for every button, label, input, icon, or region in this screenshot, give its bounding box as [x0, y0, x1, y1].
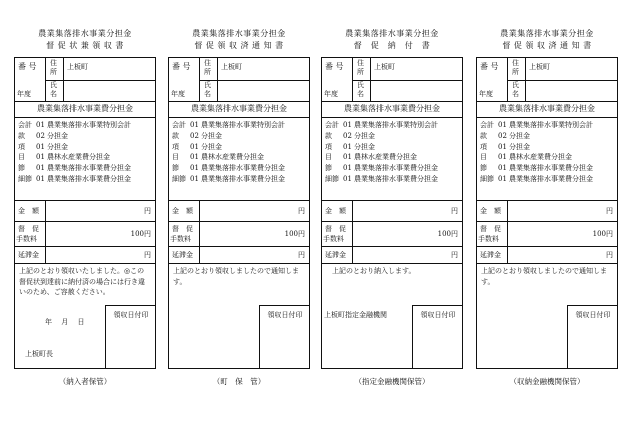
classification-list [18, 120, 131, 185]
late-fee-yen: 円 [606, 251, 613, 259]
address-value: 上板町 [529, 63, 550, 71]
fee-value: 100円 [284, 230, 305, 238]
list-item: 款 02 分担金 [325, 131, 375, 140]
list-item: 款 02 分担金 [172, 131, 222, 140]
form-title: 農業集落排水事業分担金 [345, 29, 439, 38]
stamp-label: 領収日付印 [267, 311, 303, 319]
address-value: 上板町 [67, 63, 88, 71]
address-label: 住所 [50, 59, 57, 76]
address-label: 住所 [357, 59, 364, 76]
list-item: 細節 01 農業集落排水事業費分担金 [325, 174, 438, 183]
list-item: 目 01 農林水産業費分担金 [325, 153, 417, 162]
form-caption: （納入者保管） [58, 377, 112, 386]
body-text: 上記のとおり領収いたしました。◎この督促状到達前に納付済の場合には行き違いのため、ご容赦ください。 [19, 267, 145, 296]
number-label: 番 号 [18, 62, 37, 71]
fee-label-2: 手数料 [478, 235, 499, 243]
form-title: 農業集落排水事業分担金 [192, 29, 286, 38]
address-label: 住所 [512, 59, 519, 76]
list-item: 目 01 農林水産業費分担金 [172, 153, 264, 162]
body-text: 上記のとおり納入します。 [332, 267, 416, 275]
list-item: 目 01 農林水産業費分担金 [18, 153, 110, 162]
stamp-label: 領収日付印 [420, 311, 456, 319]
fee-label-1: 督 促 [18, 225, 39, 233]
stamp-box [259, 305, 310, 369]
name-label: 氏名 [512, 81, 519, 98]
year-label: 年度 [324, 90, 338, 98]
year-label: 年度 [17, 90, 31, 98]
name-label: 氏名 [50, 81, 57, 98]
number-label: 番 号 [172, 62, 191, 71]
amount-label: 金 額 [480, 207, 501, 215]
form-subtitle: 督 促 納 付 書 [353, 41, 431, 50]
amount-yen: 円 [451, 207, 458, 215]
stamp-label: 領収日付印 [113, 311, 149, 319]
form-title: 農業集落排水事業分担金 [500, 29, 594, 38]
section-heading: 農業集落排水事業費分担金 [191, 104, 287, 113]
classification-list [172, 120, 285, 185]
amount-yen: 円 [144, 207, 151, 215]
form-subtitle: 督 促 領 収 済 通 知 書 [194, 41, 284, 50]
fee-label-2: 手数料 [16, 235, 37, 243]
list-item: 節 01 農業集落排水事業費分担金 [480, 164, 593, 173]
address-label: 住所 [204, 59, 211, 76]
list-item: 項 01 分担金 [18, 142, 68, 151]
bank-label: 上板町指定金融機関 [324, 311, 387, 319]
receipt-form-3 [321, 28, 463, 387]
list-item: 節 01 農業集落排水事業費分担金 [325, 164, 438, 173]
list-item: 細節 01 農業集落排水事業費分担金 [172, 174, 285, 183]
list-item: 節 01 農業集落排水事業費分担金 [18, 164, 131, 173]
form-subtitle: 督 促 状 兼 領 収 書 [46, 41, 124, 50]
fee-value: 100円 [437, 230, 458, 238]
fee-label-2: 手数料 [170, 235, 191, 243]
amount-yen: 円 [606, 207, 613, 215]
late-fee-label: 延滞金 [18, 251, 39, 259]
number-label: 番 号 [325, 62, 344, 71]
form-subtitle: 督 促 領 収 済 通 知 書 [502, 41, 592, 50]
issuer-label: 上板町長 [25, 350, 53, 358]
section-heading: 農業集落排水事業費分担金 [344, 104, 440, 113]
fee-label-1: 督 促 [480, 225, 501, 233]
list-item: 細節 01 農業集落排水事業費分担金 [18, 174, 131, 183]
fee-label-1: 督 促 [172, 225, 193, 233]
late-fee-yen: 円 [298, 251, 305, 259]
amount-label: 金 額 [172, 207, 193, 215]
year-label: 年度 [479, 90, 493, 98]
date-label: 年 月 日 [45, 318, 85, 326]
classification-list [480, 120, 593, 185]
list-item: 項 01 分担金 [172, 142, 222, 151]
list-item: 款 02 分担金 [480, 131, 530, 140]
list-item: 項 01 分担金 [480, 142, 530, 151]
late-fee-label: 延滞金 [325, 251, 346, 259]
fee-value: 100円 [130, 230, 151, 238]
receipt-form-1 [14, 28, 156, 387]
form-caption: （町 保 管） [212, 377, 266, 386]
fee-label-1: 督 促 [325, 225, 346, 233]
form-caption: （収納金融機関保管） [509, 377, 585, 386]
list-item: 会計 01 農業集落排水事業特別会計 [480, 121, 593, 129]
stamp-label: 領収日付印 [575, 311, 611, 319]
classification-list [325, 120, 438, 185]
list-item: 会計 01 農業集落排水事業特別会計 [172, 121, 285, 129]
list-item: 細節 01 農業集落排水事業費分担金 [480, 174, 593, 183]
address-value: 上板町 [374, 63, 395, 71]
receipt-form-4 [476, 28, 618, 387]
section-heading: 農業集落排水事業費分担金 [37, 104, 133, 113]
form-title: 農業集落排水事業分担金 [38, 29, 132, 38]
amount-label: 金 額 [18, 207, 39, 215]
list-item: 目 01 農林水産業費分担金 [480, 153, 572, 162]
name-label: 氏名 [204, 81, 211, 98]
stamp-box [567, 305, 618, 369]
section-heading: 農業集落排水事業費分担金 [499, 104, 595, 113]
amount-yen: 円 [298, 207, 305, 215]
list-item: 会計 01 農業集落排水事業特別会計 [18, 121, 131, 129]
fee-value: 100円 [592, 230, 613, 238]
body-text: 上記のとおり領収しましたので通知します。 [481, 267, 607, 286]
body-text: 上記のとおり領収しましたので通知します。 [173, 267, 299, 286]
stamp-box [105, 305, 156, 369]
amount-label: 金 額 [325, 207, 346, 215]
stamp-box [412, 305, 463, 369]
late-fee-label: 延滞金 [172, 251, 193, 259]
receipt-form-2 [168, 28, 310, 387]
year-label: 年度 [171, 90, 185, 98]
name-label: 氏名 [357, 81, 364, 98]
list-item: 会計 01 農業集落排水事業特別会計 [325, 121, 438, 129]
form-caption: （指定金融機関保管） [354, 377, 430, 386]
late-fee-label: 延滞金 [480, 251, 501, 259]
list-item: 項 01 分担金 [325, 142, 375, 151]
late-fee-yen: 円 [451, 251, 458, 259]
list-item: 款 02 分担金 [18, 131, 68, 140]
number-label: 番 号 [480, 62, 499, 71]
list-item: 節 01 農業集落排水事業費分担金 [172, 164, 285, 173]
address-value: 上板町 [221, 63, 242, 71]
fee-label-2: 手数料 [323, 235, 344, 243]
late-fee-yen: 円 [144, 251, 151, 259]
